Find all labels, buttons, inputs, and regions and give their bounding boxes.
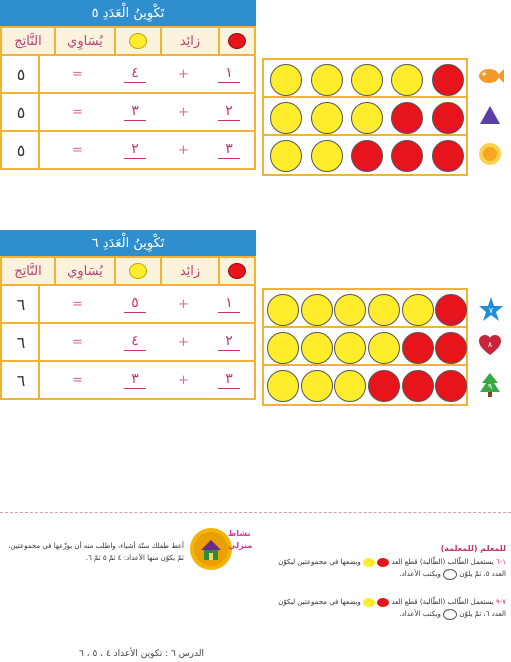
yellow-count-answer[interactable]: ٤ xyxy=(120,56,150,92)
yellow-count-answer[interactable]: ٣ xyxy=(120,94,150,130)
header-plus: زائِد xyxy=(160,258,218,284)
note-text: ويكتب الأعداد. xyxy=(399,610,441,618)
plus-sign: + xyxy=(178,334,189,350)
red-counter[interactable] xyxy=(435,332,467,364)
red-counter[interactable] xyxy=(351,140,383,172)
red-counter[interactable] xyxy=(432,64,464,96)
teacher-note-item xyxy=(262,556,506,580)
yellow-counter[interactable] xyxy=(267,370,299,402)
header-result: النَّاتِج xyxy=(14,33,42,49)
plus-sign: + xyxy=(178,66,189,82)
empty-circle-icon xyxy=(443,609,457,620)
yellow-counter-icon xyxy=(129,263,147,279)
note-number: ١-٦ xyxy=(495,558,506,566)
empty-circle-icon xyxy=(443,569,457,580)
note-text: يستعمل الطّالب (الطّالبة) قطع العد xyxy=(391,598,494,606)
equals-sign: = xyxy=(72,104,83,120)
header-yellow-counter xyxy=(114,28,160,54)
equals-sign: = xyxy=(72,66,83,82)
result-number: ٥ xyxy=(2,94,40,130)
note-number: ٧-٩ xyxy=(495,598,506,606)
yellow-counter[interactable] xyxy=(301,370,333,402)
yellow-count-answer[interactable]: ٢ xyxy=(120,132,150,168)
counters-strip xyxy=(262,58,468,100)
yellow-counter[interactable] xyxy=(301,332,333,364)
red-counter[interactable] xyxy=(432,140,464,172)
table-row xyxy=(0,132,256,170)
yellow-counter[interactable] xyxy=(334,294,366,326)
tree-icon xyxy=(478,372,502,402)
red-counter[interactable] xyxy=(368,370,400,402)
red-count-answer[interactable]: ٢ xyxy=(214,94,244,130)
red-count-answer[interactable]: ٣ xyxy=(214,362,244,398)
triangle-icon xyxy=(478,104,502,130)
red-counter[interactable] xyxy=(391,140,423,172)
red-counter[interactable] xyxy=(432,102,464,134)
header-yellow-counter xyxy=(114,258,160,284)
plus-sign: + xyxy=(178,296,189,312)
table-row xyxy=(0,362,256,400)
note-text: ويضعها في مجموعتين ليكوّن العدد ٦، ثمّ يلوّن xyxy=(278,598,506,618)
divider xyxy=(0,512,511,514)
svg-text:٨: ٨ xyxy=(487,340,493,349)
red-count-answer[interactable]: ١ xyxy=(214,286,244,322)
header-result: النَّاتِج xyxy=(14,263,42,279)
result-number: ٥ xyxy=(2,132,40,168)
result-number: ٥ xyxy=(2,56,40,92)
yellow-counter[interactable] xyxy=(301,294,333,326)
yellow-counter[interactable] xyxy=(402,294,434,326)
yellow-counter[interactable] xyxy=(270,64,302,96)
header-equals: يُسَاوِي xyxy=(54,258,114,284)
table-header xyxy=(0,26,256,56)
yellow-counter-icon xyxy=(363,598,375,607)
equals-sign: = xyxy=(72,142,83,158)
yellow-counter[interactable] xyxy=(267,294,299,326)
yellow-counter[interactable] xyxy=(368,332,400,364)
red-counter[interactable] xyxy=(435,370,467,402)
yellow-count-answer[interactable]: ٥ xyxy=(120,286,150,322)
teacher-note-item xyxy=(262,596,506,620)
yellow-count-answer[interactable]: ٤ xyxy=(120,324,150,360)
table-header xyxy=(0,256,256,286)
equals-sign: = xyxy=(72,334,83,350)
yellow-counter[interactable] xyxy=(334,370,366,402)
equals-sign: = xyxy=(72,372,83,388)
home-activity-text: أعط طفلك ستّة أشياء، واطلب منه أن يوزّعها في مجموعتين، ثمّ يكوّن منها الأعداد: ٤ ثمّ ٥ ثمّ ٦. xyxy=(8,542,184,562)
header-plus: زائِد xyxy=(160,28,218,54)
note-text: يستعمل الطّالب (الطّالبة) قطع العد xyxy=(391,558,494,566)
yellow-counter[interactable] xyxy=(311,64,343,96)
yellow-counter[interactable] xyxy=(351,102,383,134)
plus-sign: + xyxy=(178,104,189,120)
equals-sign: = xyxy=(72,296,83,312)
yellow-counter[interactable] xyxy=(311,140,343,172)
red-counter-icon xyxy=(377,558,389,567)
yellow-count-answer[interactable]: ٣ xyxy=(120,362,150,398)
plus-sign: + xyxy=(178,142,189,158)
red-counter-icon xyxy=(228,33,246,49)
heart-icon xyxy=(478,334,502,360)
note-text: ويضعها في مجموعتين ليكوّن العدد ٥، ثمّ يلوّن xyxy=(278,558,506,578)
result-number: ٦ xyxy=(2,324,40,360)
sun-icon xyxy=(478,142,502,170)
home-icon xyxy=(190,528,232,570)
note-text: ويكتب الأعداد. xyxy=(399,570,441,578)
yellow-counter[interactable] xyxy=(391,64,423,96)
header-red-counter xyxy=(218,258,254,284)
table-row xyxy=(0,94,256,132)
fish-icon xyxy=(478,66,504,90)
yellow-counter-icon xyxy=(363,558,375,567)
yellow-counter[interactable] xyxy=(351,64,383,96)
yellow-counter[interactable] xyxy=(368,294,400,326)
svg-text:٧: ٧ xyxy=(488,306,494,315)
red-count-answer[interactable]: ١ xyxy=(214,56,244,92)
yellow-counter[interactable] xyxy=(270,102,302,134)
red-counter[interactable] xyxy=(435,294,467,326)
red-count-answer[interactable]: ٢ xyxy=(214,324,244,360)
red-counter[interactable] xyxy=(391,102,423,134)
header-red-counter xyxy=(218,28,254,54)
table-title: تَكْوِينُ الْعَدَدِ ٦ xyxy=(0,230,256,256)
table-title: تَكْوِينُ الْعَدَدِ ٥ xyxy=(0,0,256,26)
yellow-counter[interactable] xyxy=(334,332,366,364)
result-number: ٦ xyxy=(2,362,40,398)
counters-strip xyxy=(262,288,468,330)
red-counter-icon xyxy=(377,598,389,607)
counters-strip xyxy=(262,364,468,406)
plus-sign: + xyxy=(178,372,189,388)
red-counter[interactable] xyxy=(402,332,434,364)
teacher-note-title: للمعلم (للمعلمة) xyxy=(440,544,506,553)
result-number: ٦ xyxy=(2,286,40,322)
svg-text:٩: ٩ xyxy=(487,382,493,391)
counters-strip xyxy=(262,326,468,368)
table-row xyxy=(0,286,256,324)
yellow-counter[interactable] xyxy=(270,140,302,172)
lesson-footer: الدرس ٦ : تكوين الأعداد ٤ ، ٥ ، ٦ xyxy=(78,649,204,659)
table-row xyxy=(0,324,256,362)
red-counter[interactable] xyxy=(402,370,434,402)
red-counter-icon xyxy=(228,263,246,279)
counters-strip xyxy=(262,96,468,138)
home-activity-title: نشاط منزلي xyxy=(228,529,253,550)
red-count-answer[interactable]: ٣ xyxy=(214,132,244,168)
yellow-counter-icon xyxy=(129,33,147,49)
header-equals: يُسَاوِي xyxy=(54,28,114,54)
star-icon xyxy=(478,296,504,326)
yellow-counter[interactable] xyxy=(311,102,343,134)
counters-strip xyxy=(262,134,468,176)
table-row xyxy=(0,56,256,94)
yellow-counter[interactable] xyxy=(267,332,299,364)
